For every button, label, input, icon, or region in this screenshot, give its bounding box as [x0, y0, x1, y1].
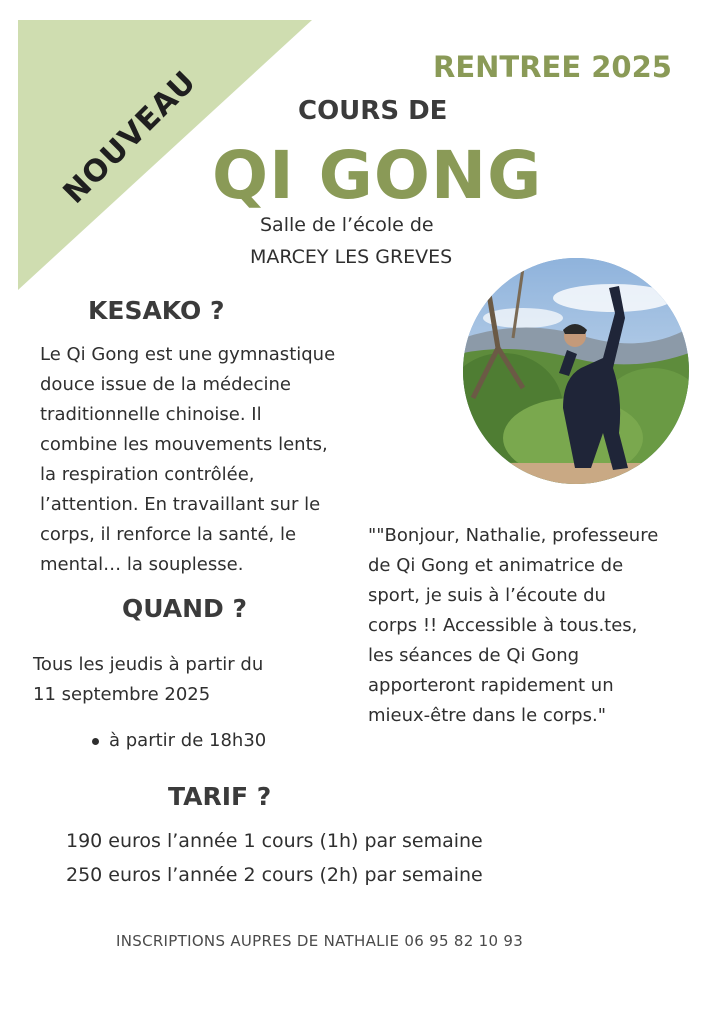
quand-heading: QUAND ? [122, 594, 248, 623]
tarif-line-2: 250 euros l’année 2 cours (2h) par semaine [66, 864, 483, 886]
cours-de-label: COURS DE [298, 96, 448, 126]
bullet-dot-icon [92, 738, 99, 745]
time-bullet-text: à partir de 18h30 [109, 730, 267, 751]
nouveau-label: NOUVEAU [56, 64, 204, 211]
inscriptions-contact: INSCRIPTIONS AUPRES DE NATHALIE 06 95 82 10 93 [116, 932, 524, 950]
rentree-label: RENTREE 2025 [433, 50, 672, 84]
kesako-heading: KESAKO ? [88, 296, 225, 325]
tarif-line-1: 190 euros l’année 1 cours (1h) par semaine [66, 830, 483, 852]
photo-illustration [463, 258, 689, 484]
location-line-1: Salle de l’école de [260, 214, 434, 236]
teacher-quote: ""Bonjour, Nathalie, professeure de Qi Gong et animatrice de sport, je suis à l’écoute du corps !! Accessible à tous.tes, les séances de Qi Gong apporteront rapidement un mieux-être dans le corps." [368, 525, 659, 726]
page-title: QI GONG [212, 137, 543, 214]
quand-schedule: Tous les jeudis à partir du 11 septembre 2025 [33, 654, 264, 705]
kesako-description: Le Qi Gong est une gymnastique douce issue de la médecine traditionnelle chinoise. Il combine les mouvements lents, la respiration contrôlée, l’attention. En travaillant sur le corps, il renforce la santé, le mental… la souplesse. [40, 344, 336, 575]
qi-gong-practitioner-photo [463, 258, 689, 484]
time-bullet [92, 730, 266, 751]
tarif-heading: TARIF ? [168, 782, 272, 811]
location-line-2: MARCEY LES GREVES [250, 246, 453, 268]
